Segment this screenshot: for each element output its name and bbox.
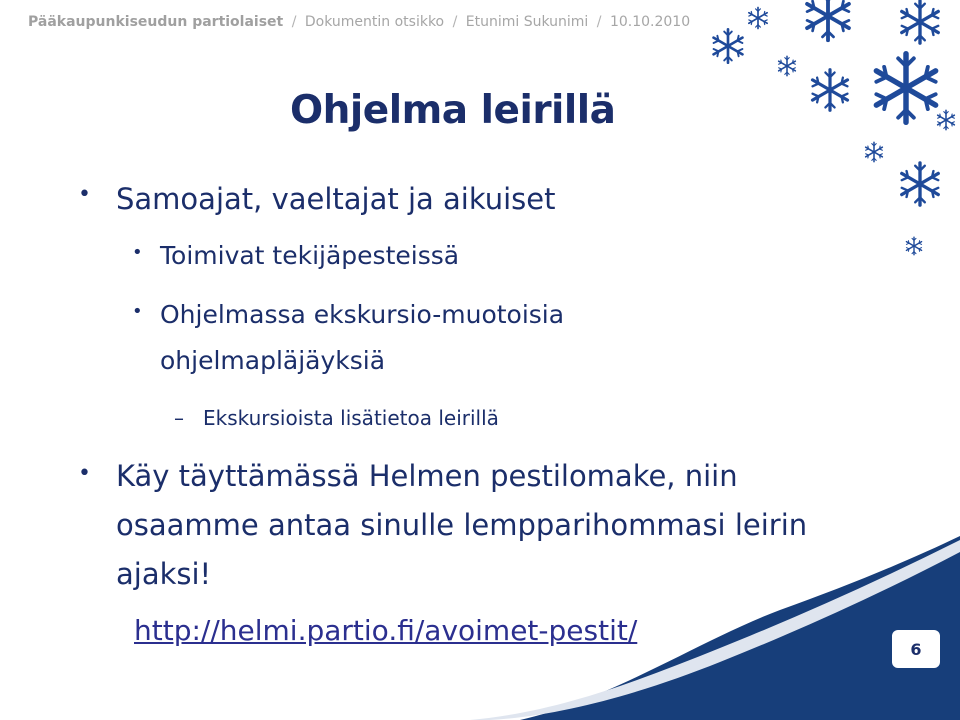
header-doc-title: Dokumentin otsikko <box>304 14 445 30</box>
dash-icon: – <box>174 406 184 430</box>
bullet-level1-continued: ajaksi! <box>116 557 212 591</box>
bullet-level2: Toimivat tekijäpesteissä <box>160 241 460 270</box>
bullet-level1: Käy täyttämässä Helmen pestilomake, niin <box>116 459 738 493</box>
slide-title: Ohjelma leirillä <box>290 88 616 133</box>
bullet-dot-icon: • <box>132 242 143 263</box>
bullet-level1-continued: osaamme antaa sinulle lempparihommasi leirin <box>116 508 808 542</box>
header-sep: / <box>452 14 458 30</box>
bullet-dot-icon: • <box>78 461 91 486</box>
bullet-dot-icon: • <box>78 182 91 207</box>
bullet-level3: Ekskursioista lisätietoa leirillä <box>203 406 499 430</box>
bullet-dot-icon: • <box>132 301 143 322</box>
page-number: 6 <box>892 630 940 668</box>
header-org: Pääkaupunkiseudun partiolaiset <box>28 14 284 30</box>
header-sep: / <box>596 14 602 30</box>
bullet-level2-continued: ohjelmapläjäyksiä <box>160 346 386 375</box>
bullet-level1: Samoajat, vaeltajat ja aikuiset <box>116 182 556 216</box>
pestit-link[interactable]: http://helmi.partio.fi/avoimet-pestit/ <box>134 614 638 647</box>
bullet-level2: Ohjelmassa ekskursio-muotoisia <box>160 300 565 329</box>
header-author: Etunimi Sukunimi <box>465 14 589 30</box>
header-date: 10.10.2010 <box>609 14 691 30</box>
header-sep: / <box>291 14 297 30</box>
